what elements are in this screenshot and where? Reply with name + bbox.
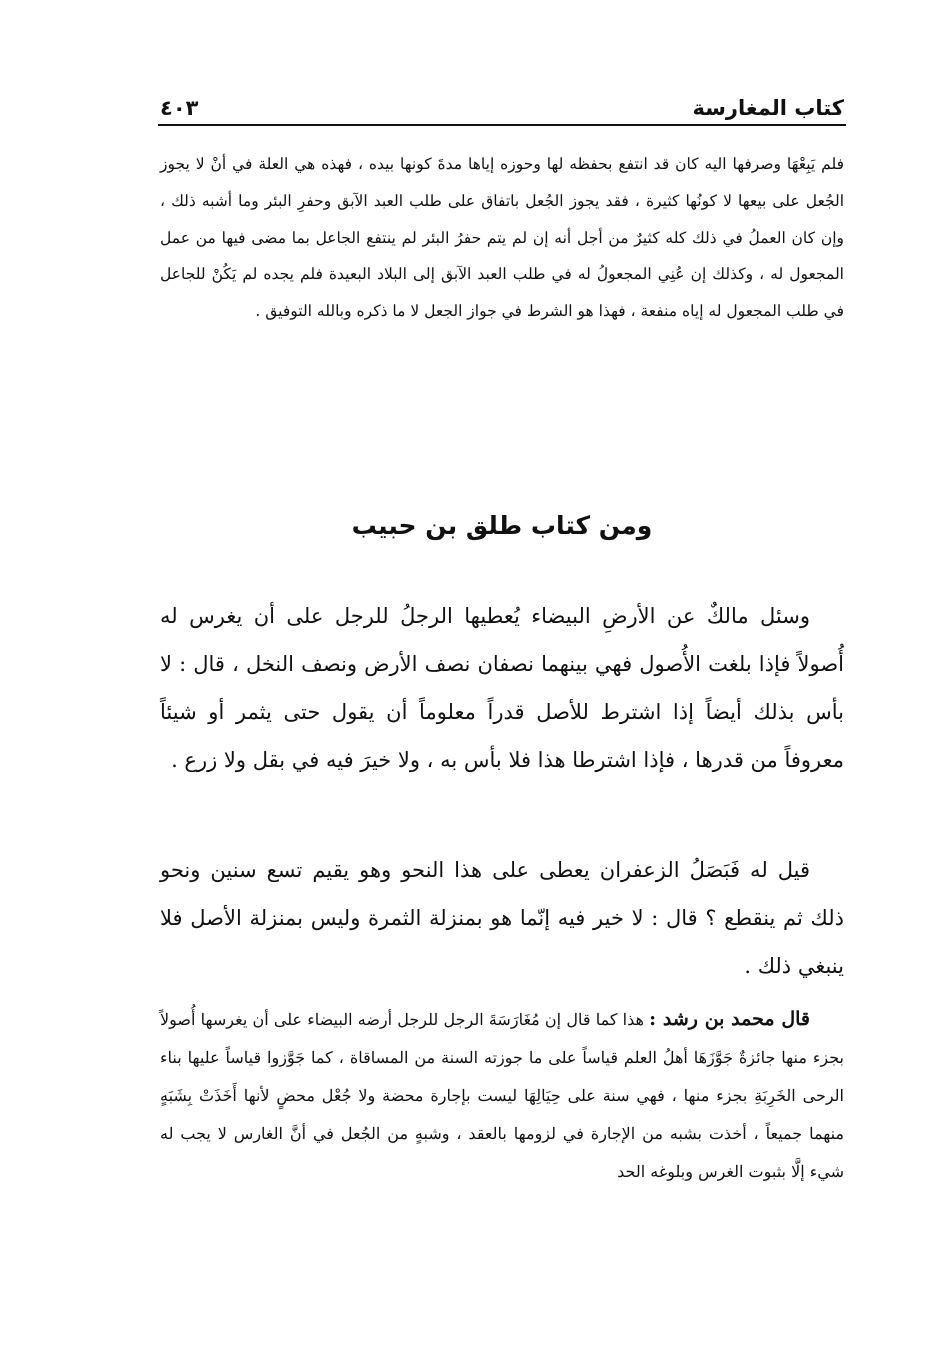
section-heading: ومن كتاب طلق بن حبيب bbox=[351, 511, 653, 540]
commentary-paragraph bbox=[160, 1000, 844, 1191]
running-header bbox=[160, 82, 844, 122]
page-number: ٤٠٣ bbox=[160, 96, 199, 120]
commentary-text: هذا كما قال إن مُغَارَسَةَ الرجل للرجل أرضه البيضاء على أن يغرسها أُصولاً بجزء منها جائزةٌ جَوَّزَهَا أهلُ العلم قياساً على ما جوزته السنة من المساقاة ، كما جَوَّزوا قياساً عليها بناء الرحى الخَرِبَةِ بجزء منها ، فهي سنة على حِيَالِهَا ليست بإجارة محضة ولا جُعْل محضٍ لأنها أَخَذَتْ بِشَبَهٍ منهما جميعاً ، أخذت بشبه من الإجارة في لزومها بالعقد ، وشبهٍ من الجُعل في أنَّ الغارس لا يجب له شيء إلَّا بثبوت الغرس وبلوغه الحد bbox=[160, 1010, 844, 1181]
header-title: كتاب المغارسة bbox=[692, 96, 844, 120]
question-paragraph-1 bbox=[160, 592, 844, 784]
question-1-text: وسئل مالكٌ عن الأرضِ البيضاء يُعطيها الرجلُ للرجل على أن يغرس له أُصولاً فإذا بلغت الأُصول فهي بينهما نصفان نصف الأرض ونصف النخل ، قال : لا بأس بذلك أيضاً إذا اشترط للأصل قدراً معلوماً أن يقول حتى يثمر أو شيئاً معروفاً من قدرها ، فإذا اشترطا هذا فلا بأس به ، ولا خيرَ فيه في بقل ولا زرع . bbox=[160, 604, 844, 772]
header-rule bbox=[158, 124, 846, 126]
question-paragraph-2 bbox=[160, 846, 844, 990]
intro-paragraph: فلم يَبِعْهَا وصرفها اليه كان قد انتفع بحفظه لها وحوزه إياها مدةَ كونها بيده ، فهذه هي العلة في أنْ لا يجوز الجُعل على بيعها لا كونُها كثيرة ، فقد يجوز الجُعل باتفاق على طلب العبد الآبق وحفرِ البئر وما أشبه ذلك ، وإن كان العملُ في ذلك كله كثيرٌ من أجل أنه إن لم يتم حفرُ البئر لم ينتفع الجاعل بما مضى فيها من عمل المجعول له ، وكذلك إن عُنِي المجعولُ له في طلب العبد الآبق إلى البلاد البعيدة فلم يجده لم يَكُنْ للجاعل في طلب المجعول له إياه منفعة ، فهذا هو الشرط في جواز الجعل لا ما ذكره وبالله التوفيق . bbox=[160, 155, 844, 321]
question-2-text: قيل له فَبَصَلُ الزعفران يعطى على هذا النحو وهو يقيم تسع سنين ونحو ذلك ثم ينقطع ؟ قال : لا خير فيه إنّما هو بمنزلة الثمرة وليس بمنزلة الأصل فلا ينبغي ذلك . bbox=[160, 858, 844, 978]
commentary-lead: قال محمد بن رشد : bbox=[649, 1008, 810, 1030]
